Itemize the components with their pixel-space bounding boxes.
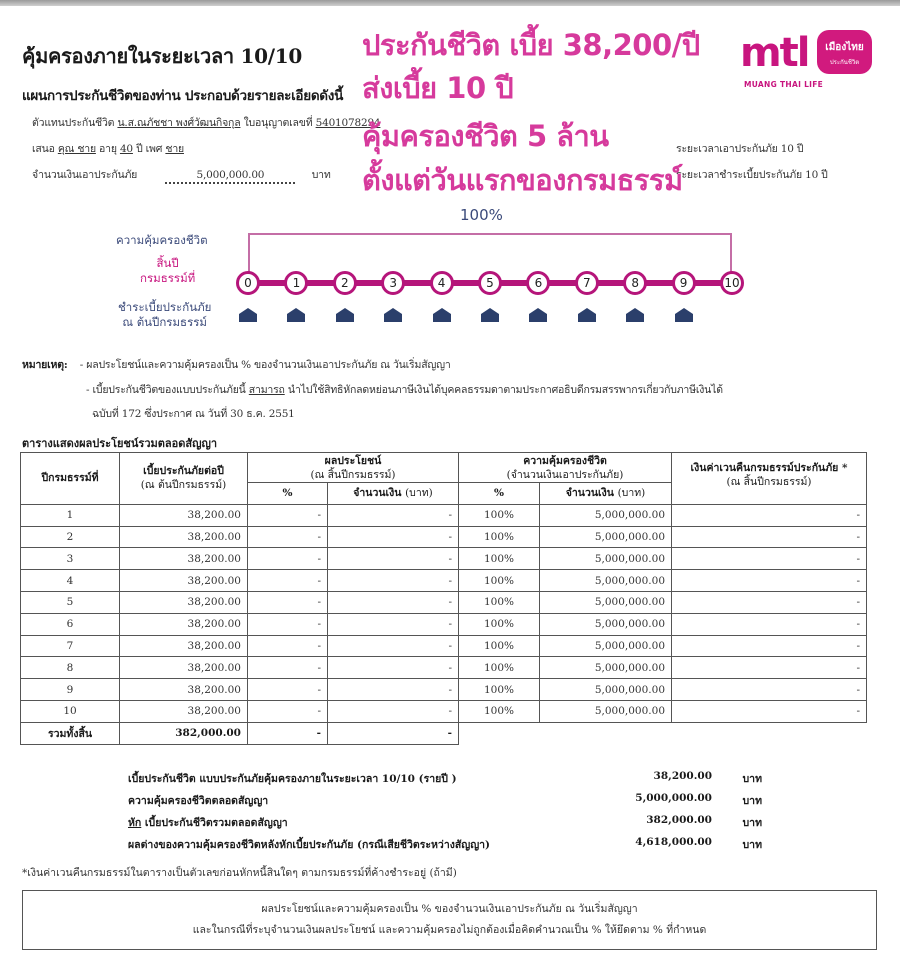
cell-year: 10 <box>21 700 120 722</box>
payment-period: ระยะเวลาชำระเบี้ยประกันภัย 10 ปี <box>676 169 828 181</box>
cell-coverage-pct: 100% <box>459 548 540 570</box>
cell-coverage-pct: 100% <box>459 679 540 701</box>
benefits-table <box>20 452 867 745</box>
cell-coverage-amount: 5,000,000.00 <box>540 700 672 722</box>
cell-coverage-pct: 100% <box>459 504 540 526</box>
cell-premium: 38,200.00 <box>120 613 248 635</box>
timeline-node: 6 <box>526 271 550 295</box>
timeline-year-label <box>140 256 195 286</box>
cell-cash-value: - <box>672 613 867 635</box>
summary-unit: บาท <box>742 773 762 785</box>
cell-year: 7 <box>21 635 120 657</box>
timeline-node: 2 <box>333 271 357 295</box>
cell-cash-value: - <box>672 504 867 526</box>
summary-label <box>128 814 288 831</box>
cell-year: 2 <box>21 526 120 548</box>
logo-badge <box>817 30 872 74</box>
premium-payment-icon <box>578 308 596 322</box>
cell-coverage-amount: 5,000,000.00 <box>540 570 672 592</box>
table-row <box>21 613 867 635</box>
table-row <box>21 548 867 570</box>
sum-insured-unit: บาท <box>311 169 331 181</box>
cell-premium: 38,200.00 <box>120 657 248 679</box>
table-row <box>21 591 867 613</box>
cell-year: 6 <box>21 613 120 635</box>
coverage-period: ระยะเวลาเอาประกันภัย 10 ปี <box>676 143 804 155</box>
header-benefit-amount: จำนวนเงิน (บาท) <box>328 483 459 505</box>
cell-cash-value: - <box>672 548 867 570</box>
summary-amount: 382,000.00 <box>646 814 712 826</box>
cell-benefit-pct: - <box>248 679 328 701</box>
summary-row-coverage <box>128 792 768 814</box>
cell-coverage-amount: 5,000,000.00 <box>540 635 672 657</box>
header-coverage-pct: % <box>459 483 540 505</box>
promo-line-term: ส่งเบี้ย 10 ปี <box>362 71 514 105</box>
timeline-node: 0 <box>236 271 260 295</box>
offer-label: เสนอ <box>32 143 55 155</box>
cell-coverage-pct: 100% <box>459 635 540 657</box>
premium-payment-icon <box>384 308 402 322</box>
timeline-payment-label <box>118 300 211 330</box>
disclaimer-line-1: ผลประโยชน์และความคุ้มครองเป็น % ของจำนวนเงินเอาประกันภัย ณ วันเริ่มสัญญา <box>261 903 638 915</box>
cell-cash-value: - <box>672 657 867 679</box>
license-label: ใบอนุญาตเลขที่ <box>243 117 313 129</box>
cell-premium: 38,200.00 <box>120 526 248 548</box>
table-row <box>21 635 867 657</box>
cell-benefit-pct: - <box>248 657 328 679</box>
promo-line-premium: ประกันชีวิต เบี้ย 38,200/ปี <box>362 28 700 62</box>
cell-year: 1 <box>21 504 120 526</box>
cell-year: 4 <box>21 570 120 592</box>
header-coverage: ความคุ้มครองชีวิต (จำนวนเงินเอาประกันภัย) <box>459 453 672 483</box>
cell-benefit-pct: - <box>248 526 328 548</box>
timeline-year-label-line2: กรมธรรม์ที่ <box>140 271 196 285</box>
cell-benefit-pct: - <box>248 591 328 613</box>
table-row <box>21 700 867 722</box>
premium-payment-icon <box>336 308 354 322</box>
table-row <box>21 679 867 701</box>
premium-payment-icon <box>481 308 499 322</box>
timeline-node: 8 <box>623 271 647 295</box>
summary-amount: 4,618,000.00 <box>635 836 712 848</box>
cell-benefit-pct: - <box>248 570 328 592</box>
cell-coverage-amount: 5,000,000.00 <box>540 657 672 679</box>
cell-coverage-amount: 5,000,000.00 <box>540 548 672 570</box>
summary-unit: บาท <box>742 839 762 851</box>
cell-premium: 38,200.00 <box>120 570 248 592</box>
cell-cash-value: - <box>672 679 867 701</box>
timeline-coverage-percent: 100% <box>460 206 503 224</box>
sum-insured-info <box>32 166 331 184</box>
header-benefit: ผลประโยชน์ (ณ สิ้นปีกรมธรรม์) <box>248 453 459 483</box>
timeline-coverage-label: ความคุ้มครองชีวิต <box>116 233 208 247</box>
cell-coverage-amount: 5,000,000.00 <box>540 613 672 635</box>
mtl-logo <box>740 28 890 98</box>
cell-coverage-amount: 5,000,000.00 <box>540 526 672 548</box>
sum-insured-value: 5,000,000.00 <box>165 169 295 184</box>
logo-wordmark: mtl <box>740 30 809 76</box>
cell-total-benefit-amount: - <box>328 722 459 744</box>
cash-value-footnote: *เงินค่าเวนคืนกรมธรรม์ในตารางเป็นตัวเลขก่อนหักหนี้สินใดๆ ตามกรมธรรม์ที่ค้างชำระอยู่ (ถ้ามี) <box>22 867 457 879</box>
cell-coverage-pct: 100% <box>459 526 540 548</box>
cell-benefit-amount: - <box>328 679 459 701</box>
table-row <box>21 570 867 592</box>
cell-benefit-amount: - <box>328 591 459 613</box>
summary-row-total-premium <box>128 814 768 836</box>
empty-cell <box>540 722 672 744</box>
summary-amount: 38,200.00 <box>653 770 712 782</box>
empty-cell <box>459 722 540 744</box>
summary-row-annual-premium <box>128 770 768 792</box>
summary-label-text: เบี้ยประกันชีวิตรวมตลอดสัญญา <box>141 817 288 829</box>
header-cash-value: เงินค่าเวนคืนกรมธรรม์ประกันภัย * (ณ สิ้นปีกรมธรรม์) <box>672 453 867 505</box>
summary-label: ความคุ้มครองชีวิตตลอดสัญญา <box>128 795 269 807</box>
timeline-year-label-line1: สิ้นปี <box>156 256 179 270</box>
logo-badge-subtitle: ประกันชีวิต <box>829 59 860 66</box>
disclaimer-line-2: และในกรณีที่ระบุจำนวนเงินผลประโยชน์ และความคุ้มครองไม่ถูกต้องเมื่อคิดคำนวณเป็น % ให้ยึดตาม % ที่กำหนด <box>192 924 707 936</box>
timeline-payment-label-line2: ณ ต้นปีกรมธรรม์ <box>122 315 208 329</box>
premium-payment-icon <box>626 308 644 322</box>
cell-year: 3 <box>21 548 120 570</box>
premium-payment-icon <box>239 308 257 322</box>
cell-total-label: รวมทั้งสิ้น <box>21 722 120 744</box>
timeline-node: 7 <box>575 271 599 295</box>
cell-coverage-pct: 100% <box>459 700 540 722</box>
cell-benefit-amount: - <box>328 613 459 635</box>
agent-name: น.ส.ณภัชชา พงศ์วัฒนกิจกุล <box>117 117 241 129</box>
header-benefit-pct: % <box>248 483 328 505</box>
header-year: ปีกรมธรรม์ที่ <box>21 453 120 505</box>
customer-age: 40 <box>119 143 133 155</box>
customer-sex: ชาย <box>165 143 184 155</box>
license-number: 5401078294 <box>315 117 381 129</box>
cell-cash-value: - <box>672 526 867 548</box>
cell-cash-value: - <box>672 591 867 613</box>
table-title: ตารางแสดงผลประโยชน์รวมตลอดสัญญา <box>22 437 218 450</box>
empty-cell <box>672 722 867 744</box>
note-line-1 <box>22 356 451 373</box>
cell-benefit-pct: - <box>248 504 328 526</box>
header-coverage-amount: จำนวนเงิน (บาท) <box>540 483 672 505</box>
note-line-3: ฉบับที่ 172 ซึ่งประกาศ ณ วันที่ 30 ธ.ค. 2551 <box>92 408 295 420</box>
cell-coverage-pct: 100% <box>459 591 540 613</box>
summary-label-deduct: หัก <box>128 817 142 829</box>
cell-premium: 38,200.00 <box>120 635 248 657</box>
summary-label: เบี้ยประกันชีวิต แบบประกันภัยคุ้มครองภายในระยะเวลา 10/10 (รายปี ) <box>128 773 457 785</box>
cell-total-premium: 382,000.00 <box>120 722 248 744</box>
premium-payment-icon <box>433 308 451 322</box>
agent-label: ตัวแทนประกันชีวิต <box>32 117 115 129</box>
cell-premium: 38,200.00 <box>120 679 248 701</box>
cell-cash-value: - <box>672 700 867 722</box>
cell-benefit-amount: - <box>328 504 459 526</box>
cell-coverage-pct: 100% <box>459 570 540 592</box>
note-text-2a: - เบี้ยประกันชีวิตของแบบประกันภัยนี้ <box>86 384 249 396</box>
summary-section <box>128 770 768 858</box>
cell-year: 9 <box>21 679 120 701</box>
premium-payment-icon <box>529 308 547 322</box>
document-title: คุ้มครองภายในระยะเวลา 10/10 <box>22 44 302 68</box>
cell-coverage-amount: 5,000,000.00 <box>540 504 672 526</box>
cell-year: 8 <box>21 657 120 679</box>
cell-benefit-pct: - <box>248 700 328 722</box>
age-unit: ปี <box>136 143 143 155</box>
cell-total-benefit-pct: - <box>248 722 328 744</box>
premium-payment-icon <box>287 308 305 322</box>
table-total-row <box>21 722 867 744</box>
cell-benefit-amount: - <box>328 700 459 722</box>
timeline-node: 4 <box>430 271 454 295</box>
summary-row-net-coverage <box>128 836 768 858</box>
logo-badge-title: เมืองไทย <box>825 42 864 53</box>
sex-label: เพศ <box>145 143 163 155</box>
timeline-node: 5 <box>478 271 502 295</box>
cell-benefit-amount: - <box>328 570 459 592</box>
agent-info <box>32 114 380 131</box>
cell-benefit-amount: - <box>328 526 459 548</box>
promo-line-coverage: คุ้มครองชีวิต 5 ล้าน <box>362 119 609 153</box>
summary-label: ผลต่างของความคุ้มครองชีวิตหลังหักเบี้ยประกันภัย (กรณีเสียชีวิตระหว่างสัญญา) <box>128 839 491 851</box>
note-line-2 <box>86 381 723 398</box>
summary-unit: บาท <box>742 817 762 829</box>
summary-amount: 5,000,000.00 <box>635 792 712 804</box>
timeline-payment-label-line1: ชำระเบี้ยประกันภัย <box>118 300 212 314</box>
table-row <box>21 504 867 526</box>
age-label: อายุ <box>99 143 117 155</box>
cell-coverage-amount: 5,000,000.00 <box>540 679 672 701</box>
cell-cash-value: - <box>672 635 867 657</box>
logo-tagline: MUANG THAI LIFE <box>744 80 824 89</box>
timeline-node: 3 <box>381 271 405 295</box>
cell-coverage-pct: 100% <box>459 613 540 635</box>
cell-premium: 38,200.00 <box>120 700 248 722</box>
cell-benefit-pct: - <box>248 548 328 570</box>
cell-benefit-pct: - <box>248 613 328 635</box>
window-top-edge <box>0 0 900 6</box>
table-row <box>21 657 867 679</box>
cell-year: 5 <box>21 591 120 613</box>
header-premium: เบี้ยประกันภัยต่อปี (ณ ต้นปีกรมธรรม์) <box>120 453 248 505</box>
note-text-2b: นำไปใช้สิทธิหักลดหย่อนภาษีเงินได้บุคคลธรรมดาตามประกาศอธิบดีกรมสรรพากรเกี่ยวกับภาษีเงินได้ <box>284 384 723 396</box>
cell-benefit-amount: - <box>328 548 459 570</box>
cell-premium: 38,200.00 <box>120 504 248 526</box>
note-text-1: - ผลประโยชน์และความคุ้มครองเป็น % ของจำนวนเงินเอาประกันภัย ณ วันเริ่มสัญญา <box>79 359 451 371</box>
note-text-2-underlined: สามารถ <box>248 384 285 396</box>
premium-payment-icon <box>675 308 693 322</box>
cell-cash-value: - <box>672 570 867 592</box>
cell-benefit-amount: - <box>328 635 459 657</box>
timeline-node: 1 <box>284 271 308 295</box>
summary-unit: บาท <box>742 795 762 807</box>
customer-name: คุณ ชาย <box>57 143 96 155</box>
cell-coverage-amount: 5,000,000.00 <box>540 591 672 613</box>
cell-coverage-pct: 100% <box>459 657 540 679</box>
cell-benefit-amount: - <box>328 657 459 679</box>
timeline-node: 9 <box>672 271 696 295</box>
cell-benefit-pct: - <box>248 635 328 657</box>
cell-premium: 38,200.00 <box>120 591 248 613</box>
note-heading: หมายเหตุ: <box>22 359 68 371</box>
disclaimer-box <box>22 890 877 950</box>
promo-line-start: ตั้งแต่วันแรกของกรมธรรม์ <box>362 163 683 197</box>
cell-premium: 38,200.00 <box>120 548 248 570</box>
timeline-node: 10 <box>720 271 744 295</box>
sum-insured-label: จำนวนเงินเอาประกันภัย <box>32 169 138 181</box>
customer-info <box>32 140 184 157</box>
document-subtitle: แผนการประกันชีวิตของท่าน ประกอบด้วยรายละเอียดดังนี้ <box>22 88 343 104</box>
table-row <box>21 526 867 548</box>
coverage-timeline-diagram <box>100 200 780 340</box>
